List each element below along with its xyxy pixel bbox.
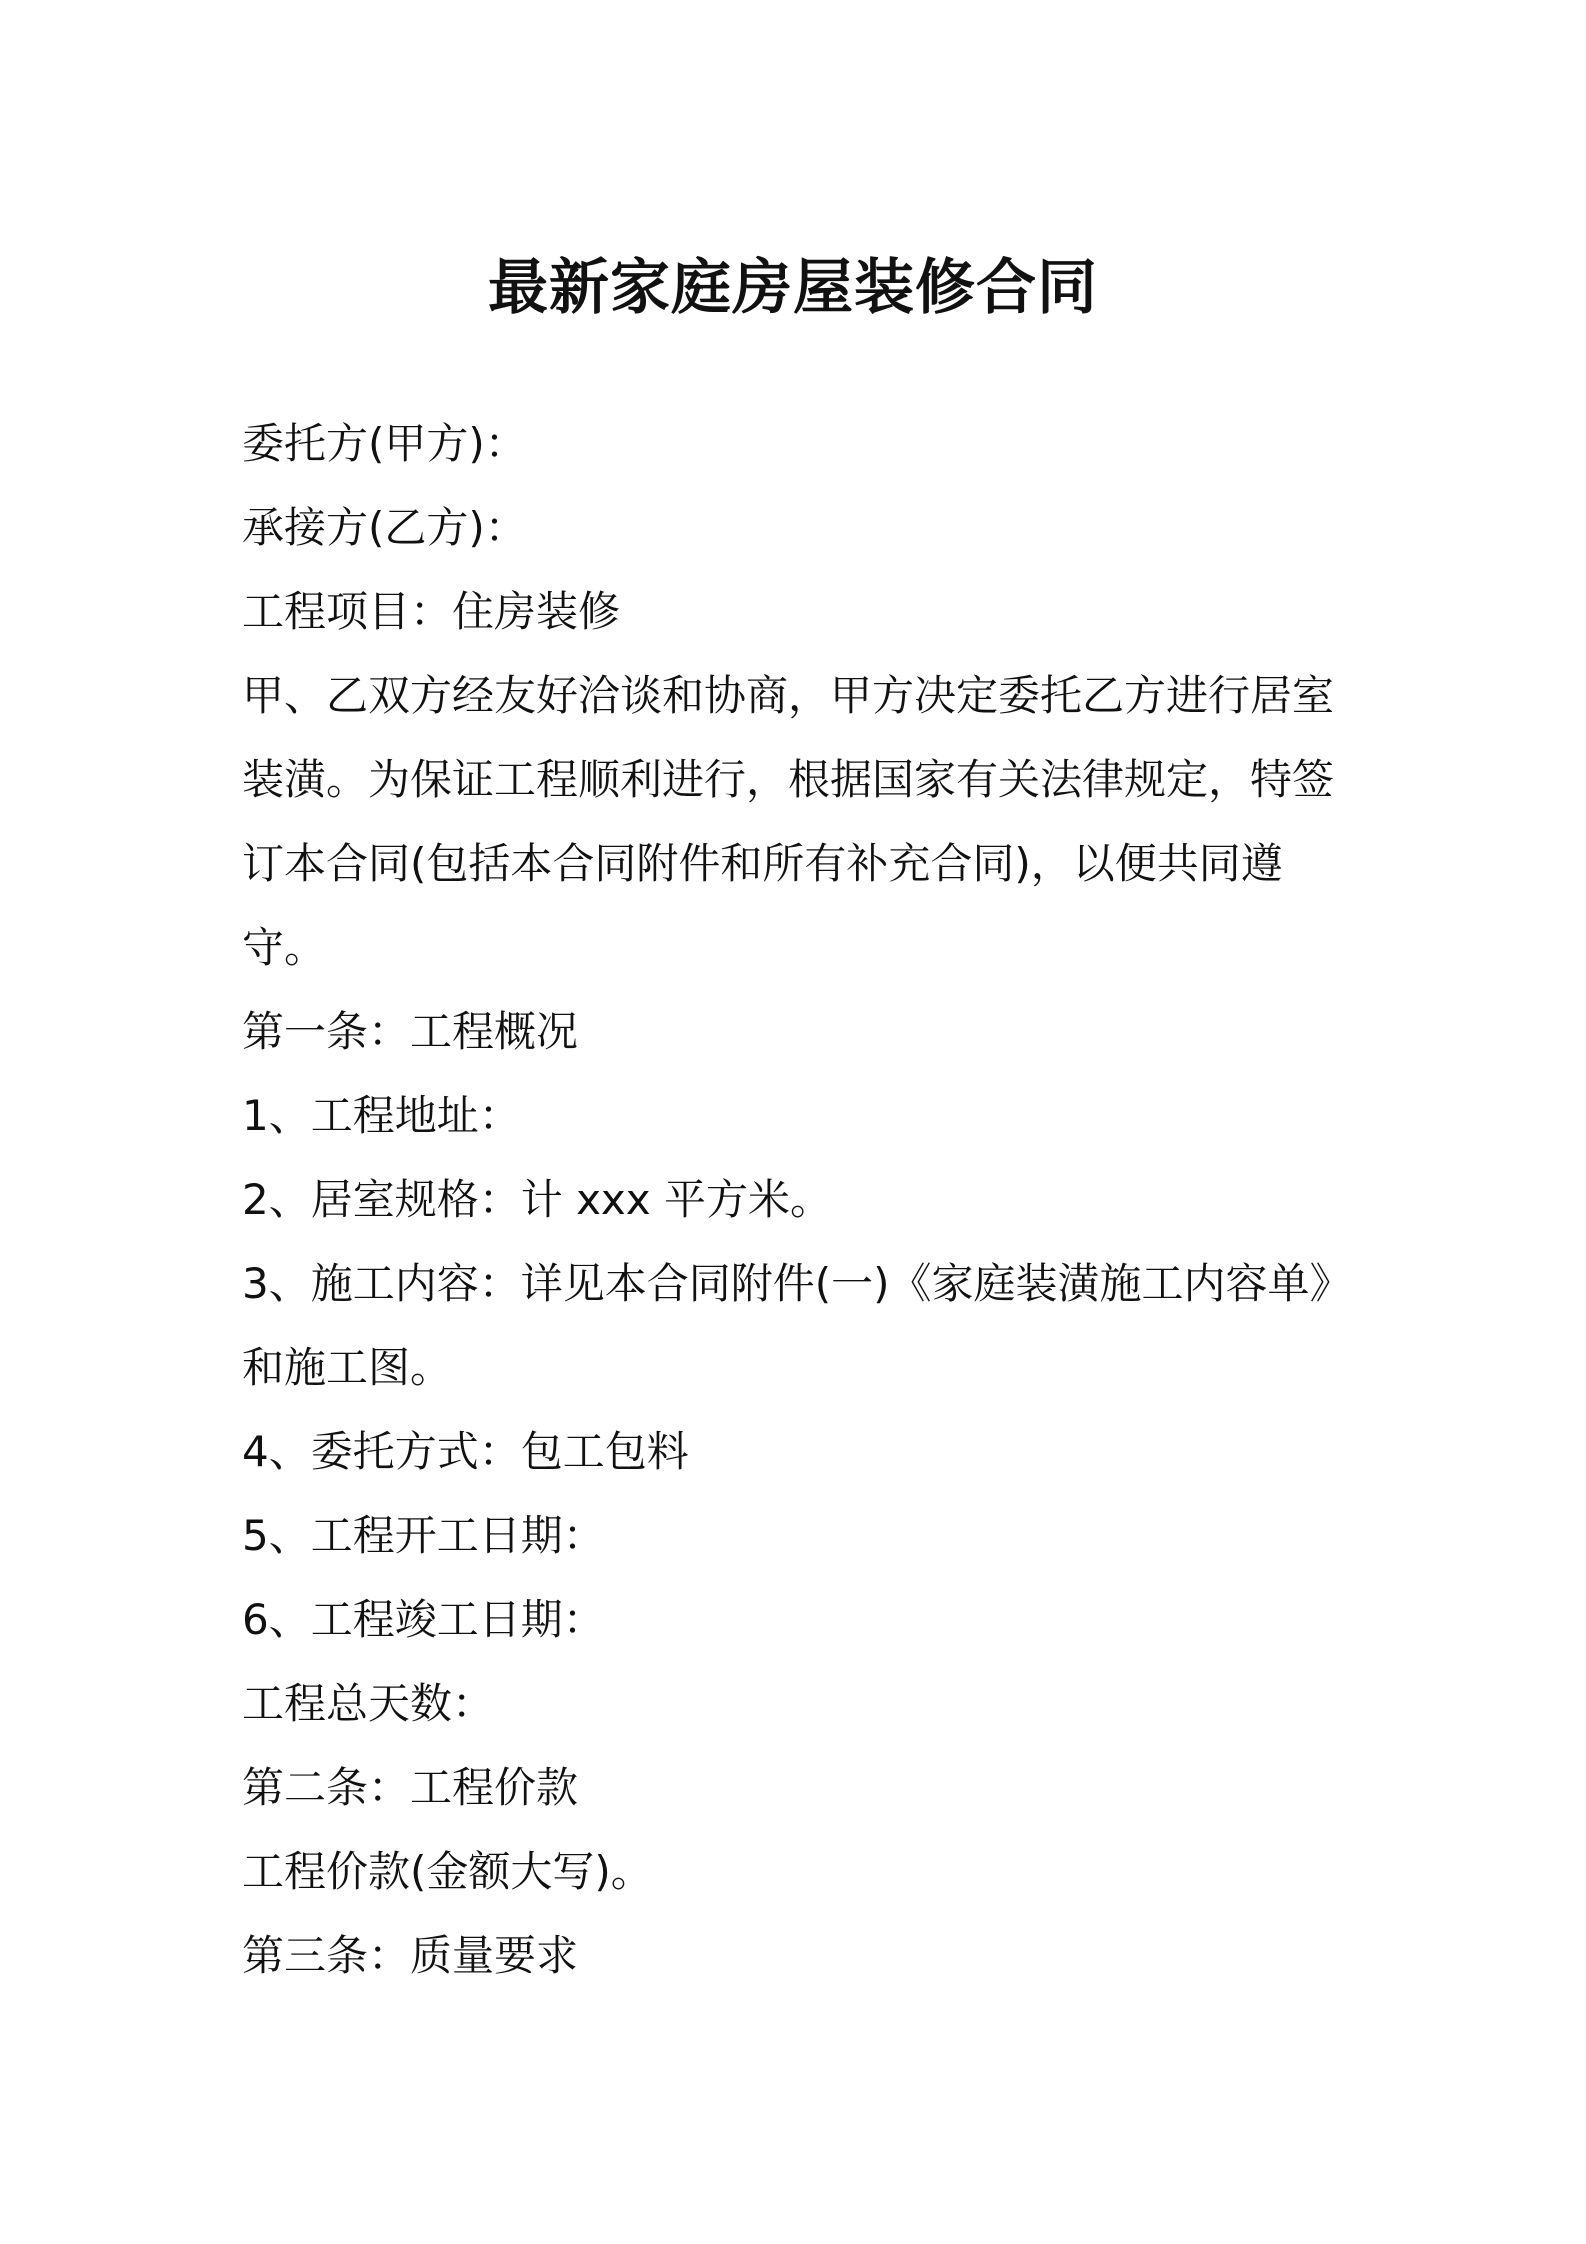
intro-paragraph: 甲、乙双方经友好洽谈和协商，甲方决定委托乙方进行居室装潢。为保证工程顺利进行，根据国家有关法律规定，特签订本合同(包括本合同附件和所有补充合同)，以便共同遵守。: [242, 671, 1335, 972]
document-body: [242, 402, 1362, 1998]
total-days-line: 工程总天数：: [242, 1679, 495, 1728]
project-line: 工程项目：住房装修: [242, 587, 621, 636]
party-a-line: 委托方(甲方)：: [242, 419, 527, 468]
article-1-item-1: 1、工程地址：: [242, 1091, 521, 1140]
party-b-line: 承接方(乙方)：: [242, 503, 527, 552]
article-1-item-2: 2、居室规格：计 xxx 平方米。: [242, 1175, 832, 1224]
article-1-item-4: 4、委托方式：包工包料: [242, 1427, 689, 1476]
document-title: 最新家庭房屋装修合同: [488, 253, 1098, 323]
article-1-item-5: 5、工程开工日期：: [242, 1511, 605, 1560]
article-2-text: 工程价款(金额大写)。: [242, 1847, 653, 1896]
article-3-heading: 第三条：质量要求: [242, 1931, 579, 1980]
article-1-item-6: 6、工程竣工日期：: [242, 1595, 605, 1644]
article-1-item-3: 3、施工内容：详见本合同附件(一)《家庭装潢施工内容单》和施工图。: [242, 1259, 1352, 1392]
article-1-heading: 第一条：工程概况: [242, 1007, 579, 1056]
article-2-heading: 第二条：工程价款: [242, 1763, 579, 1812]
